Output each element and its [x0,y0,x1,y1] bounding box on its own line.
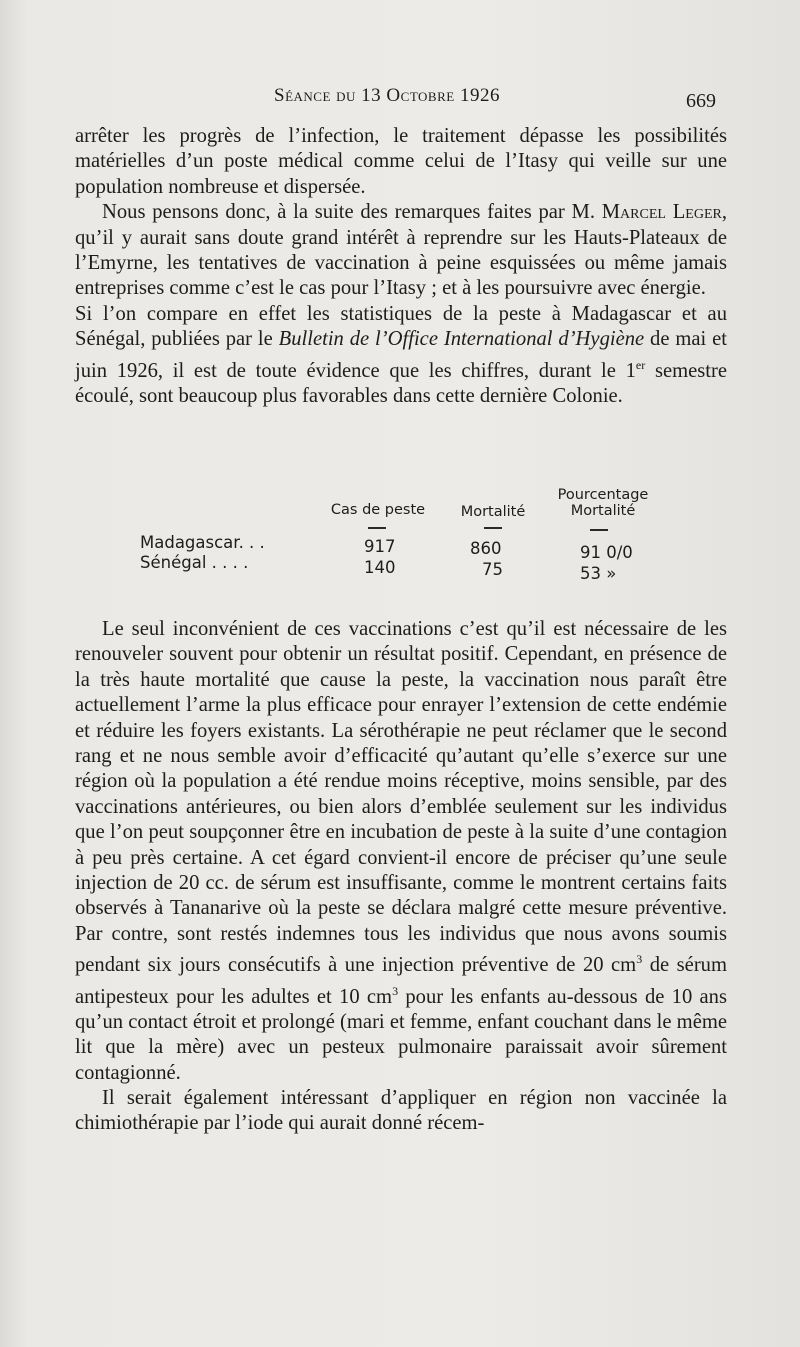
paragraph-4: Le seul inconvénient de ces vaccinations c’est qu’il est nécessaire de les renouveler souvent pour obtenir un résultat positif. Cependant, en présence de la très haute mortalité que cause la peste, la vaccination nous paraît être actuellement l’arme la plus efficace pour enrayer l’extension de cette endémie et réduire les foyers existants. La sérothérapie ne peut réclamer que le second rang et ne nous semble avoir d’efficacité qu’autant qu’elle s’exerce sur une région où la population a été rendue moins réceptive, moins sensible, par des vaccinations antérieures, ou bien alors d’emblée seulement sur les individus que l’on peut soupçonner être en incubation de peste à la suite d’une contagion à peu près certaine. A cet égard convient-il encore de préciser qu’une seule injection de 20 cc. de sérum est insuffisante, comme le montrent certains faits observés à Tananarive où la peste se déclara malgré cette mesure préventive. Par contre, sont restés indemnes tous les individus que nous avons soumis pendant six jours consécutifs à une injection préventive de 20 $cm^3$ de sérum antipesteux pour les adultes et 10 $cm^3$ pour les enfants au-dessous de 10 ans qu’un contact étroit et prolongé (mari et femme, enfant couchant dans le même lit que la mère) avec un pesteux pulmonaire paraissait avoir sûrement contagionné. [75,618,727,1084]
paragraph-2: Nous pensons donc, à la suite des remarques faites par M. Marcel Leger, qu’il y aurait sans doute grand intérêt à reprendre sur les Hauts-Plateaux de l’Emyrne, les tentatives de vaccination à peine esquissées ou même jamais entreprises comme c’est le cas pour l’Itasy ; et à les poursuivre avec énergie. [75,201,727,300]
journal-title: Bulletin de l’Office International d’Hygiène [278,328,645,351]
cell-senegal-deaths: 75 [482,560,503,579]
header-dash [484,527,502,529]
paragraph-1: arrêter les progrès de l’infection, le traitement dépasse les possibilités matérielles d’un poste médical comme celui de l’Itasy qui veille sur une population nombreuse et dispersée. [75,125,727,198]
cell-madagascar-deaths: 860 [470,539,502,558]
header-dash [590,529,608,531]
col-header-percentage: Pourcentage Mortalité [557,487,649,519]
author-name: Marcel Leger [601,201,722,224]
paragraph-3: Si l’on compare en effet les statistiques de la peste à Madagascar et au Sénégal, publiées par le Bulletin de l’Office International d’Hygiène de mai et juin 1926, il est de toute évidence que les chiffres, durant le 1er semestre écoulé, sont beaucoup plus favorables dans cette dernière Colonie. [75,302,727,407]
text-block-top [75,124,727,409]
text-block-bottom [75,617,727,1137]
page-number: 669 [686,90,716,112]
col-header-cases: Cas de peste [330,502,426,518]
cell-madagascar-percent: 91 0/0 [580,543,633,562]
row-label-senegal: Sénégal . . . . [140,553,249,572]
cell-madagascar-cases: 917 [364,537,396,556]
page-header [0,85,800,115]
running-head: Séance du 13 Octobre 1926 [274,85,500,106]
col-header-mortality: Mortalité [460,504,526,520]
header-dash [368,527,386,529]
row-label-madagascar: Madagascar. . . [140,533,265,552]
cell-senegal-percent: 53 » [580,564,617,583]
cell-senegal-cases: 140 [364,558,396,577]
paragraph-5: Il serait également intéressant d’appliquer en région non vaccinée la chimiothérapie par l’iode qui aurait donné récem- [75,1087,727,1135]
plague-statistics-table [138,478,678,598]
